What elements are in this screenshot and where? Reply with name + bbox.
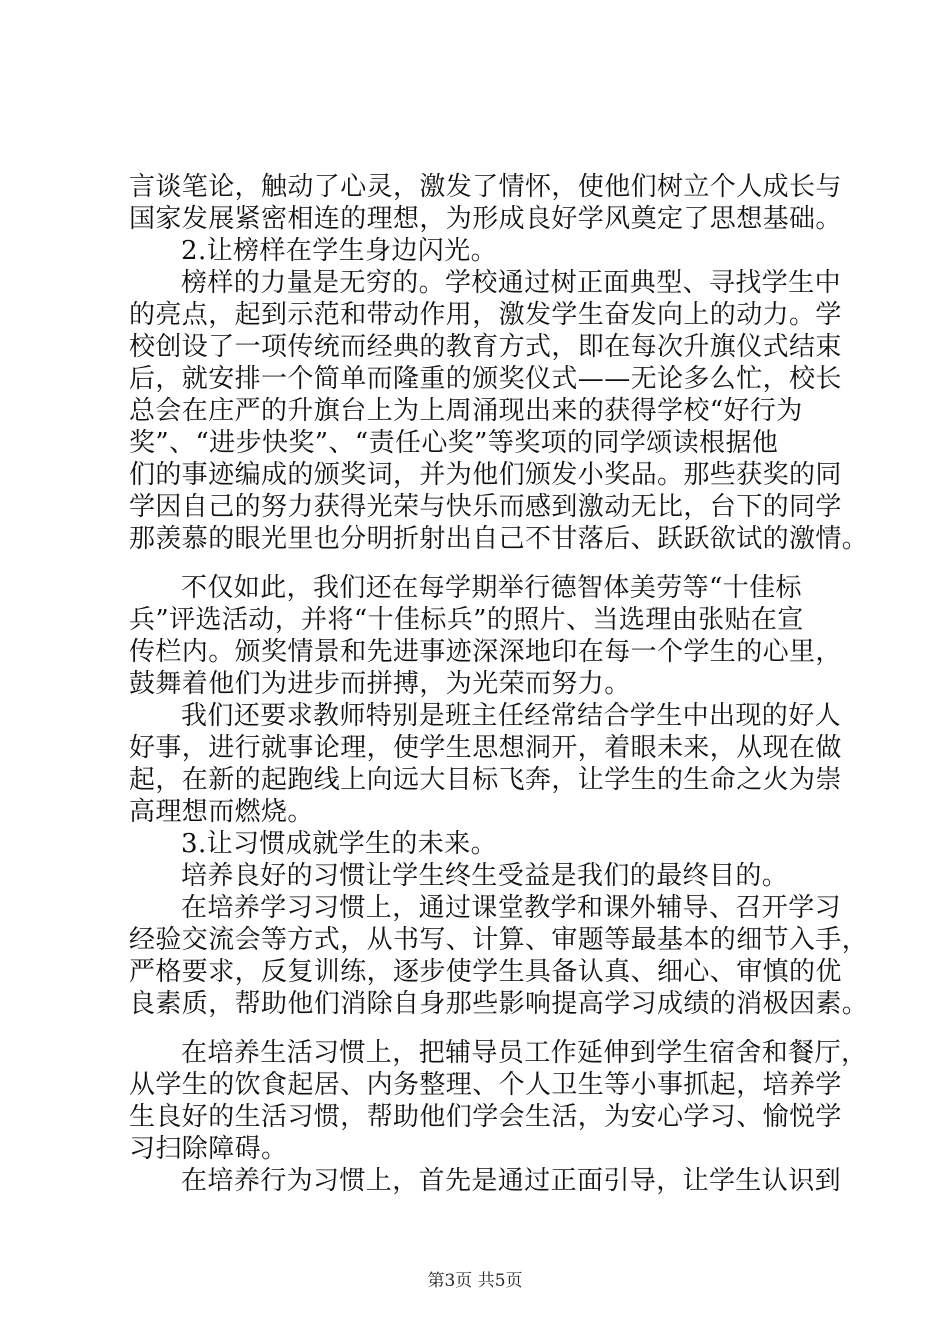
- text-line: 在培养学习习惯上，通过课堂教学和课外辅导、召开学习: [181, 893, 842, 923]
- text-line: 榜样的力量是无穷的。学校通过树正面典型、寻找学生中: [181, 268, 842, 298]
- text-line: 后，就安排一个简单而隆重的颁奖仪式——无论多么忙，校长: [129, 364, 842, 394]
- text-line: 们的事迹编成的颁奖词，并为他们颁发小奖品。那些获奖的同: [129, 460, 842, 490]
- text-line: 高理想而燃烧。: [129, 797, 314, 827]
- text-line: 经验交流会等方式，从书写、计算、审题等最基本的细节入手，: [129, 925, 869, 955]
- text-line: 不仅如此，我们还在每学期举行德智体美劳等“十佳标: [181, 573, 802, 603]
- text-line: 总会在庄严的升旗台上为上周涌现出来的获得学校“好行为: [129, 396, 803, 426]
- text-line: 习扫除障碍。: [129, 1134, 288, 1164]
- text-line: 奖”、“进步快奖”、“责任心奖”等奖项的同学颂读根据他: [129, 428, 779, 458]
- text-line: 兵”评选活动，并将“十佳标兵”的照片、当选理由张贴在宣: [129, 605, 804, 635]
- text-line: 好事，进行就事论理，使学生思想洞开，着眼未来，从现在做: [129, 733, 842, 763]
- text-line: 生良好的生活习惯，帮助他们学会生活，为安心学习、愉悦学: [129, 1102, 842, 1132]
- text-line: 学因自己的努力获得光荣与快乐而感到激动无比，台下的同学: [129, 492, 842, 522]
- text-line: 良素质，帮助他们消除自身那些影响提高学习成绩的消极因素。: [129, 989, 869, 1019]
- text-line: 鼓舞着他们为进步而拼搏，为光荣而努力。: [129, 669, 631, 699]
- section-heading: 2.让榜样在学生身边闪光。: [181, 236, 498, 266]
- text-line: 在培养行为习惯上，首先是通过正面引导，让学生认识到: [181, 1166, 842, 1196]
- text-line: 国家发展紧密相连的理想，为形成良好学风奠定了思想基础。: [129, 204, 842, 234]
- page-number-footer: 第3页 共5页: [427, 1271, 523, 1291]
- text-line: 培养良好的习惯让学生终生受益是我们的最终目的。: [181, 861, 789, 891]
- text-line: 校创设了一项传统而经典的教育方式，即在每次升旗仪式结束: [129, 332, 842, 362]
- section-heading: 3.让习惯成就学生的未来。: [181, 829, 498, 859]
- text-line: 的亮点，起到示范和带动作用，激发学生奋发向上的动力。学: [129, 300, 842, 330]
- text-line: 言谈笔论，触动了心灵，激发了情怀，使他们树立个人成长与: [129, 172, 842, 202]
- text-line: 严格要求，反复训练，逐步使学生具备认真、细心、审慎的优: [129, 957, 842, 987]
- text-line: 传栏内。颁奖情景和先进事迹深深地印在每一个学生的心里，: [129, 637, 842, 667]
- text-line: 我们还要求教师特别是班主任经常结合学生中出现的好人: [181, 701, 842, 731]
- text-line: 起，在新的起跑线上向远大目标飞奔，让学生的生命之火为崇: [129, 765, 842, 795]
- text-line: 那羡慕的眼光里也分明折射出自己不甘落后、跃跃欲试的激情。: [129, 524, 869, 554]
- text-line: 从学生的饮食起居、内务整理、个人卫生等小事抓起，培养学: [129, 1070, 842, 1100]
- text-line: 在培养生活习惯上，把辅导员工作延伸到学生宿舍和餐厅，: [181, 1038, 868, 1068]
